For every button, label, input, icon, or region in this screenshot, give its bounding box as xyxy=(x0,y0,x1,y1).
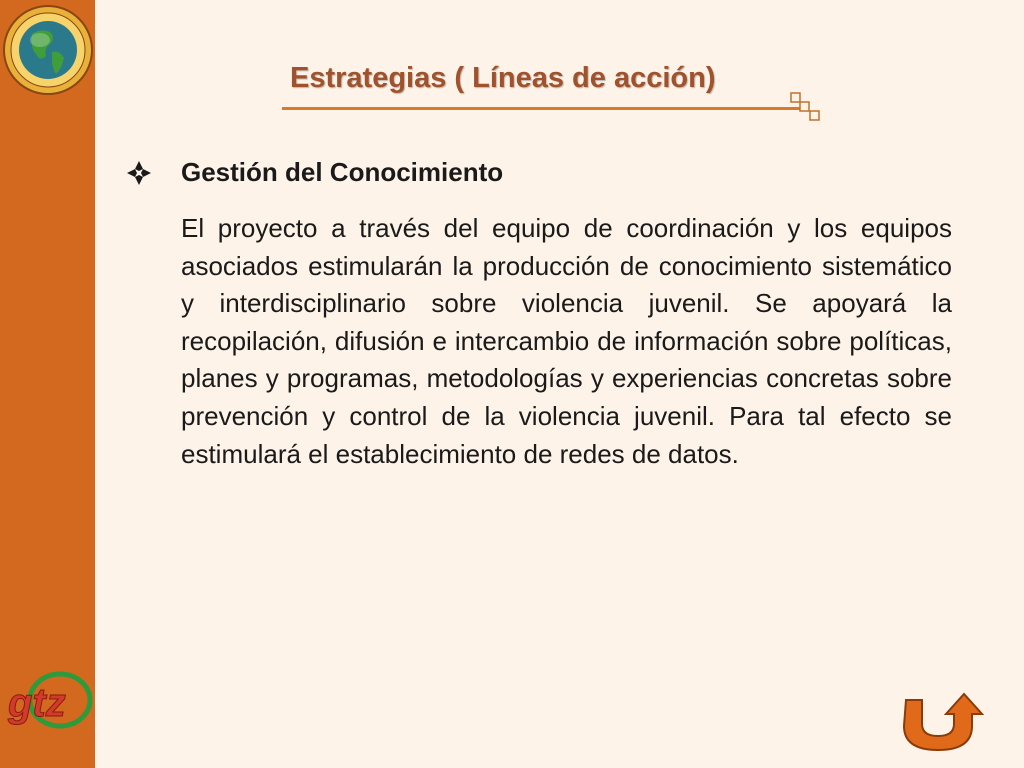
gtz-logo-text: gtz xyxy=(8,681,66,725)
section-heading: Gestión del Conocimiento xyxy=(181,157,504,187)
diamond-bullet-icon xyxy=(126,160,152,186)
slide-title: Estrategias ( Líneas de acción) xyxy=(290,62,716,94)
title-underline xyxy=(282,107,804,110)
left-sidebar-band xyxy=(0,0,95,768)
globe-logo-icon xyxy=(0,4,96,100)
return-arrow-icon[interactable] xyxy=(900,690,992,752)
gtz-logo xyxy=(2,668,94,732)
body-paragraph: El proyecto a través del equipo de coordinación y los equipos asociados estimularán la producción de conocimiento sistemático y interdisciplinario sobre violencia juvenil. Se apoyará la recopilación, difusión e intercambio de información sobre políticas, planes y programas, metodologías y experiencias concretas sobre prevención y control de la violencia juvenil. Para tal efecto se estimulará el establecimiento de redes de datos. xyxy=(181,213,952,469)
decorative-squares-icon xyxy=(790,92,822,122)
